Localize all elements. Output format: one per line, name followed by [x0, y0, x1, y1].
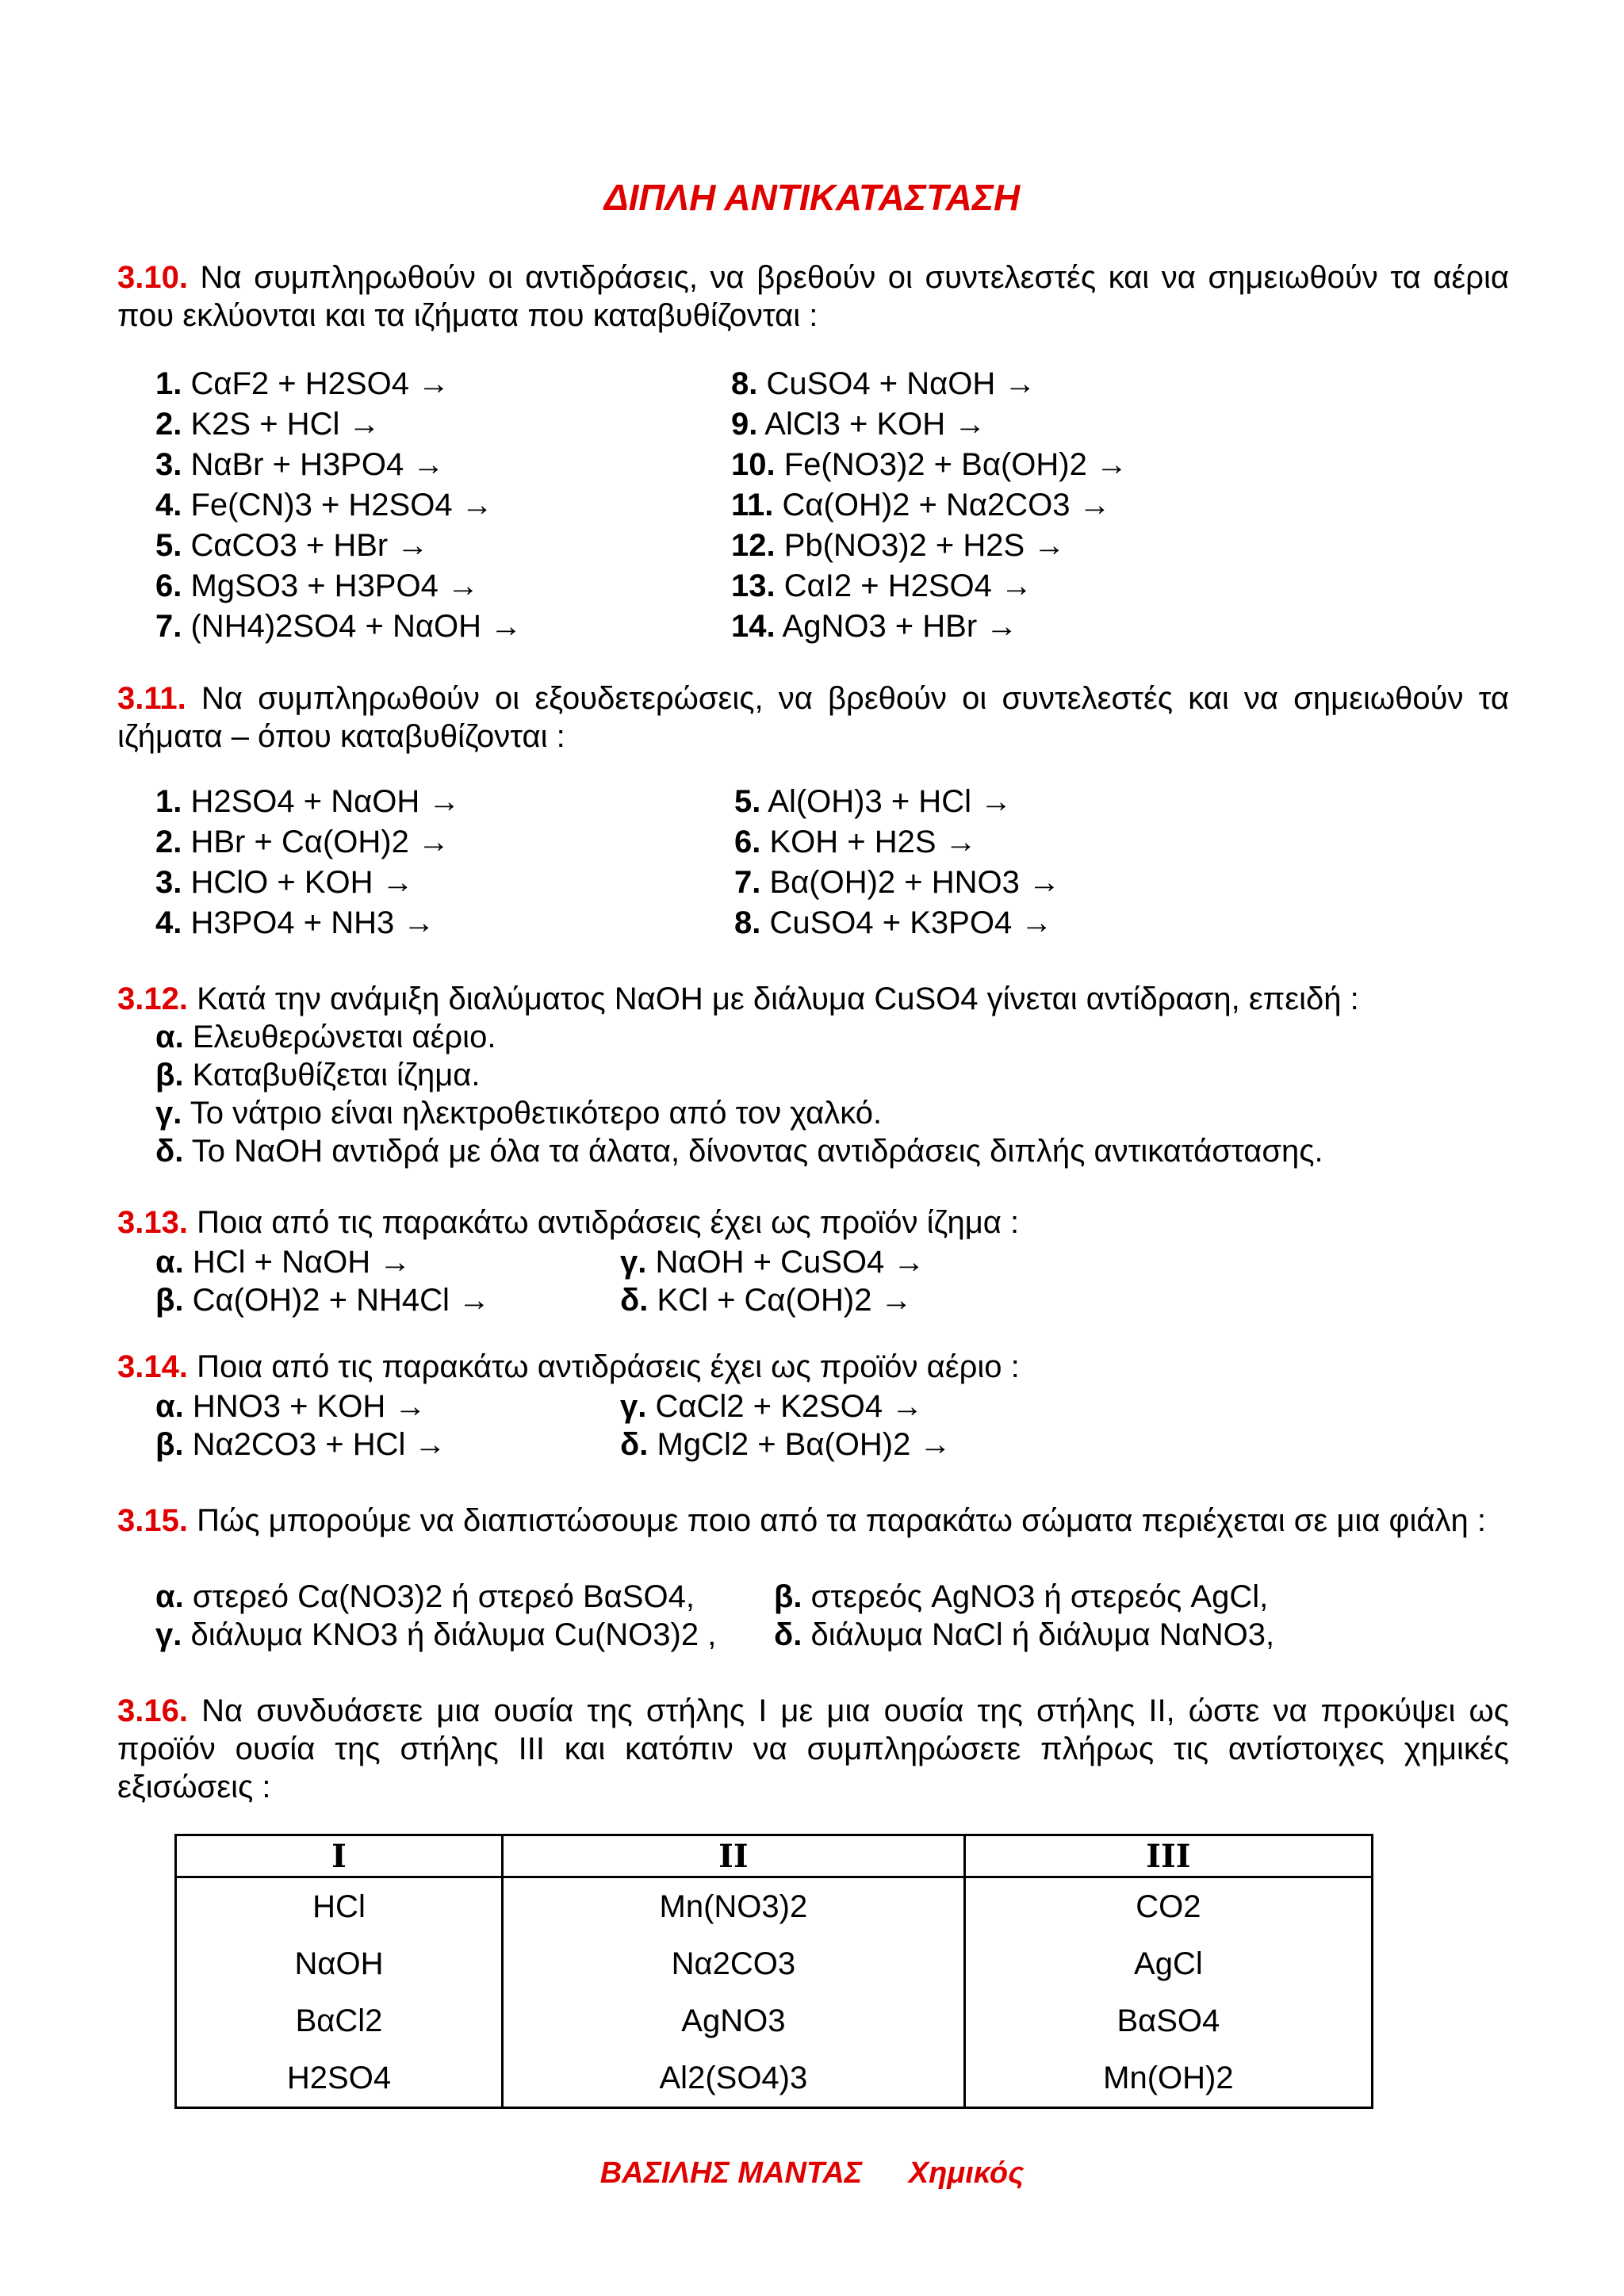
exercise-text: Ποια από τις παρακάτω αντιδράσεις έχει ως προϊόν αέριο :: [197, 1349, 1020, 1384]
exercise-3-16: [117, 1692, 1509, 1806]
table-cell: Nα2CO3: [503, 1935, 965, 1992]
exercise-text: Να συμπληρωθούν οι αντιδράσεις, να βρεθούν οι συντελεστές και να σημειωθούν τα αέρια που εκλύονται και τα ιζήματα που καταβυθίζονται :: [117, 260, 1509, 333]
reaction-item: 3. NαBr + H3PO4 →: [155, 447, 445, 482]
table-row: [176, 1877, 1373, 1936]
table-cell: Mn(NO3)2: [503, 1877, 965, 1936]
reaction-item: 7. Bα(OH)2 + HNO3 →: [734, 865, 1061, 900]
choice-item: β. Καταβυθίζεται ίζημα.: [155, 1058, 481, 1093]
author-name: ΒΑΣΙΛΗΣ ΜΑΝΤΑΣ: [599, 2156, 863, 2190]
choice-right-column: [620, 1387, 951, 1464]
table-row: [176, 1935, 1373, 1992]
reaction-item: 13. CαI2 + H2SO4 →: [731, 568, 1032, 603]
choice-item: β. στερεός AgNO3 ή στερεός AgCl,: [774, 1579, 1269, 1614]
exercise-number: 3.12.: [117, 982, 188, 1016]
page-title: ΔΙΠΛΗ ΑΝΤΙΚΑΤΑΣΤΑΣΗ: [603, 177, 1021, 218]
reaction-item: 3. HClO + KOH →: [155, 865, 414, 900]
exercise-number: 3.13.: [117, 1205, 188, 1240]
reaction-item: 4. Fe(CN)3 + H2SO4 →: [155, 488, 493, 522]
choice-item: β. Nα2CO3 + HCl →: [155, 1427, 446, 1462]
exercise-3-10: [117, 258, 1509, 335]
reaction-item: 1. CαF2 + H2SO4 →: [155, 366, 450, 401]
exercise-number: 3.10.: [117, 260, 188, 295]
neutralizations-right-column: [734, 782, 1060, 943]
reaction-item: 10. Fe(NO3)2 + Bα(OH)2 →: [731, 447, 1128, 482]
table-header-row: [176, 1835, 1373, 1877]
choice-item: δ. διάλυμα NαCl ή διάλυμα NαNO3,: [774, 1617, 1275, 1652]
exercise-number: 3.16.: [117, 1693, 188, 1728]
reaction-item: 1. H2SO4 + NαOH →: [155, 784, 461, 819]
reaction-item: 12. Pb(NO3)2 + H2S →: [731, 528, 1066, 563]
column-header: II: [503, 1835, 965, 1877]
table-cell: BαSO4: [964, 1992, 1372, 2049]
choice-left-column: [155, 1578, 716, 1654]
choice-item: γ. CαCl2 + K2SO4 →: [620, 1389, 924, 1424]
table-cell: AgNO3: [503, 1992, 965, 2049]
exercise-text: Πώς μπορούμε να διαπιστώσουμε ποιο από τα παρακάτω σώματα περιέχεται σε μια φιάλη :: [197, 1503, 1486, 1538]
table-cell: NαOH: [176, 1935, 503, 1992]
reaction-item: 5. Al(OH)3 + HCl →: [734, 784, 1013, 819]
table-cell: AgCl: [964, 1935, 1372, 1992]
choice-item: δ. MgCl2 + Bα(OH)2 →: [620, 1427, 952, 1462]
reaction-item: 11. Cα(OH)2 + Nα2CO3 →: [731, 488, 1111, 522]
exercise-3-15: [117, 1502, 1509, 1540]
table-cell: Mn(OH)2: [964, 2049, 1372, 2108]
choice-item: γ. Το νάτριο είναι ηλεκτροθετικότερο από τον χαλκό.: [155, 1096, 883, 1131]
page-footer: [0, 2156, 1624, 2191]
exercise-text: Να συμπληρωθούν οι εξουδετερώσεις, να βρεθούν οι συντελεστές και να σημειωθούν τα ιζήματα – όπου καταβυθίζονται :: [117, 681, 1509, 754]
choice-item: γ. NαOH + CuSO4 →: [620, 1245, 925, 1280]
reaction-item: 6. MgSO3 + H3PO4 →: [155, 568, 479, 603]
exercise-text: Κατά την ανάμιξη διαλύματος NαOH με διάλυμα CuSO4 γίνεται αντίδραση, επειδή :: [197, 982, 1359, 1016]
choice-right-column: [620, 1243, 925, 1319]
exercise-text: Ποια από τις παρακάτω αντιδράσεις έχει ως προϊόν ίζημα :: [197, 1205, 1020, 1240]
choice-item: γ. διάλυμα KNO3 ή διάλυμα Cu(NO3)2 ,: [155, 1617, 717, 1652]
table-cell: HCl: [176, 1877, 503, 1936]
choice-item: δ. KCl + Cα(OH)2 →: [620, 1283, 913, 1318]
reaction-item: 6. KOH + H2S →: [734, 825, 977, 859]
table-row: [176, 1992, 1373, 2049]
reaction-item: 8. CuSO4 + K3PO4 →: [734, 905, 1053, 940]
choice-item: α. Ελευθερώνεται αέριο.: [155, 1020, 496, 1054]
reaction-item: 14. AgNO3 + HBr →: [731, 609, 1018, 644]
choice-item: α. στερεό Cα(NO3)2 ή στερεό BαSO4,: [155, 1579, 695, 1614]
choice-item: δ. Το NαOH αντιδρά με όλα τα άλατα, δίνοντας αντιδράσεις διπλής αντικατάστασης.: [155, 1134, 1323, 1169]
author-role: Χημικός: [908, 2156, 1025, 2190]
exercise-3-14: [117, 1348, 1509, 1386]
choice-left-column: [155, 1387, 446, 1464]
exercise-3-11: [117, 679, 1509, 756]
table-cell: Al2(SO4)3: [503, 2049, 965, 2108]
matching-table: [174, 1834, 1373, 2109]
reactions-left-column: [155, 364, 522, 647]
choice-item: α. HNO3 + KOH →: [155, 1389, 427, 1424]
reaction-item: 9. AlCl3 + KOH →: [731, 407, 986, 442]
reaction-item: 2. K2S + HCl →: [155, 407, 381, 442]
choice-left-column: [155, 1243, 490, 1319]
reaction-item: 5. CαCO3 + HBr →: [155, 528, 429, 563]
reaction-item: 8. CuSO4 + NαOH →: [731, 366, 1036, 401]
reaction-item: 4. H3PO4 + NH3 →: [155, 905, 435, 940]
table-row: [176, 2049, 1373, 2108]
choice-list: [155, 1018, 1323, 1170]
reaction-item: 7. (NH4)2SO4 + NαOH →: [155, 609, 523, 644]
exercise-text: Να συνδυάσετε μια ουσία της στήλης I με μια ουσία της στήλης II, ώστε να προκύψει ως προϊόν ουσία της στήλης III και κατόπιν να συμπληρώσετε πλήρως τις αντίστοιχες χημικές εξισώσεις :: [117, 1693, 1509, 1804]
table-cell: CO2: [964, 1877, 1372, 1936]
choice-item: β. Cα(OH)2 + NH4Cl →: [155, 1283, 491, 1318]
column-header: I: [176, 1835, 503, 1877]
neutralizations-left-column: [155, 782, 460, 943]
exercise-3-12: [117, 980, 1509, 1018]
choice-item: α. HCl + NαOH →: [155, 1245, 412, 1280]
reactions-right-column: [731, 364, 1128, 647]
column-header: III: [964, 1835, 1372, 1877]
exercise-number: 3.11.: [117, 681, 186, 716]
table-cell: H2SO4: [176, 2049, 503, 2108]
choice-right-column: [774, 1578, 1274, 1654]
exercise-number: 3.15.: [117, 1503, 188, 1538]
exercise-3-13: [117, 1203, 1509, 1242]
reaction-item: 2. HBr + Cα(OH)2 →: [155, 825, 450, 859]
exercise-number: 3.14.: [117, 1349, 188, 1384]
table-cell: BαCl2: [176, 1992, 503, 2049]
